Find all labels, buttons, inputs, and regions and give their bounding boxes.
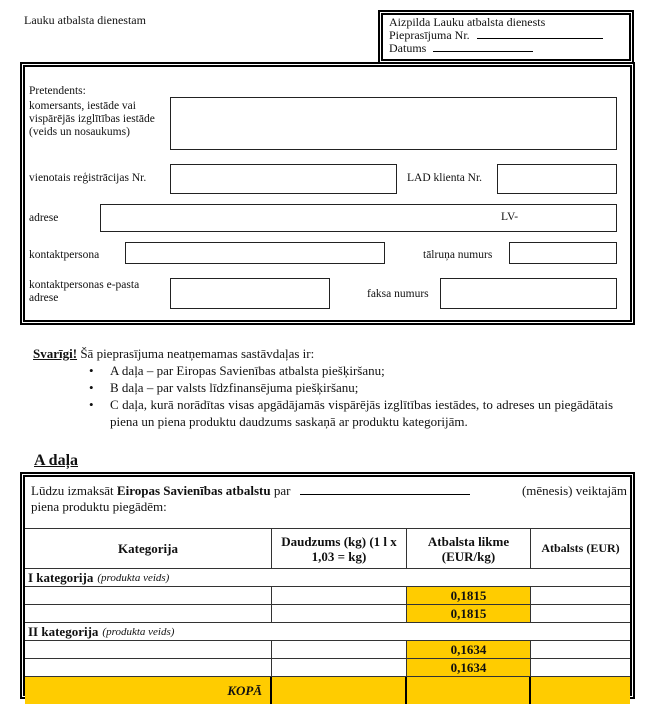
category-row	[25, 569, 630, 587]
total-support-cell[interactable]	[531, 677, 630, 704]
date-row	[389, 42, 623, 55]
office-box-title: Aizpilda Lauku atbalsta dienests	[389, 15, 546, 29]
total-rate-cell	[407, 677, 531, 704]
part-a-table	[20, 472, 635, 699]
table-header	[25, 529, 630, 569]
phone-input[interactable]	[509, 242, 617, 264]
total-quantity-cell[interactable]	[272, 677, 407, 704]
rate-cell: 0,1815	[407, 587, 531, 604]
table-row	[25, 659, 630, 677]
email-label: kontaktpersonas e-pasta adrese	[29, 279, 140, 304]
table-row	[25, 587, 630, 605]
required-parts-list	[89, 362, 613, 430]
important-text: Šā pieprasījuma neatņemamas sastāvdaļas ir:	[80, 346, 315, 361]
support-cell[interactable]	[531, 659, 630, 676]
lad-client-label: LAD klienta Nr.	[407, 172, 483, 184]
support-grid	[25, 529, 630, 704]
table-row	[25, 605, 630, 623]
postal-code-input[interactable]: LV-	[497, 204, 617, 232]
request-number-field[interactable]	[477, 29, 603, 39]
product-type-cell[interactable]	[25, 641, 272, 658]
quantity-cell[interactable]	[272, 659, 407, 676]
reg-no-label: vienotais reģistrācijas Nr.	[29, 172, 147, 184]
email-input[interactable]	[170, 278, 330, 309]
category-row	[25, 623, 630, 641]
fax-label: faksa numurs	[367, 288, 429, 300]
category-name: I kategorija	[28, 569, 94, 585]
part-a-intro	[25, 477, 630, 529]
applicant-heading: Pretendents:	[29, 85, 86, 97]
column-header-rate: Atbalsta likme (EUR/kg)	[407, 529, 531, 568]
rate-cell: 0,1815	[407, 605, 531, 622]
entity-label: komersants, iestāde vai vispārējās izglītības iestāde (veids un nosaukums)	[29, 100, 155, 138]
intro-text: par	[273, 483, 291, 498]
support-cell[interactable]	[531, 587, 630, 604]
intro-bold-text: Eiropas Savienības atbalstu	[116, 483, 271, 498]
column-header-category: Kategorija	[25, 529, 272, 568]
intro-text: piena produktu piegādēm:	[31, 499, 167, 514]
fax-input[interactable]	[440, 278, 617, 309]
column-header-support: Atbalsts (EUR)	[541, 541, 620, 555]
address-label: adrese	[29, 212, 59, 224]
total-row	[25, 677, 630, 704]
office-use-box	[378, 10, 634, 64]
important-notice	[33, 345, 613, 430]
category-note: (produkta veids)	[97, 571, 170, 584]
column-header-quantity: Daudzums (kg) (1 l x 1,03 = kg)	[272, 529, 407, 568]
category-note: (produkta veids)	[102, 625, 175, 638]
important-heading: Svarīgi!	[33, 346, 78, 361]
quantity-cell[interactable]	[272, 641, 407, 658]
total-label: KOPĀ	[25, 677, 272, 704]
lad-client-input[interactable]	[497, 164, 617, 194]
contact-input[interactable]	[125, 242, 385, 264]
applicant-section	[20, 62, 635, 325]
product-type-cell[interactable]	[25, 605, 272, 622]
phone-label: tālruņa numurs	[423, 249, 493, 261]
rate-cell: 0,1634	[407, 659, 531, 676]
recipient-label: Lauku atbalsta dienestam	[24, 13, 146, 27]
category-name: II kategorija	[28, 623, 99, 639]
date-label: Datums	[389, 41, 427, 55]
request-number-label: Pieprasījuma Nr.	[389, 28, 470, 42]
reg-no-input[interactable]	[170, 164, 397, 194]
part-a-title: A daļa	[34, 452, 79, 469]
month-field[interactable]	[300, 484, 470, 495]
product-type-cell[interactable]	[25, 659, 272, 676]
quantity-cell[interactable]	[272, 605, 407, 622]
support-cell[interactable]	[531, 641, 630, 658]
date-field[interactable]	[433, 42, 533, 52]
table-row	[25, 641, 630, 659]
entity-name-input[interactable]	[170, 97, 617, 150]
support-cell[interactable]	[531, 605, 630, 622]
month-label: (mēnesis) veiktajām	[521, 483, 627, 498]
quantity-cell[interactable]	[272, 587, 407, 604]
address-input[interactable]	[100, 204, 498, 232]
list-item: • C daļa, kurā norādītas visas apgādājamās vispārējās izglītības iestādes, to adreses un piegādātais piena un piena produktu daudzums saskaņā ar produktu kategorijām.	[89, 396, 613, 430]
product-type-cell[interactable]	[25, 587, 272, 604]
rate-cell: 0,1634	[407, 641, 531, 658]
list-item: • B daļa – par valsts līdzfinansējuma piešķiršanu;	[89, 379, 613, 396]
list-item: • A daļa – par Eiropas Savienības atbalsta piešķiršanu;	[89, 362, 613, 379]
contact-label: kontaktpersona	[29, 249, 100, 261]
intro-text: Lūdzu izmaksāt	[31, 483, 114, 498]
